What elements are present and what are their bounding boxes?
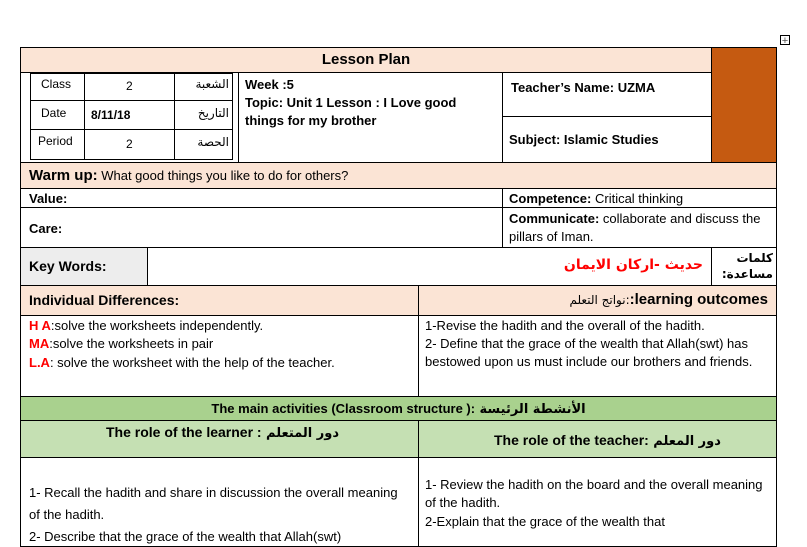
- class-ar-label: الشعبة: [195, 77, 229, 91]
- value-label: Value:: [29, 191, 68, 206]
- warmup-row: [20, 162, 777, 189]
- main-activities-ar: الأنشطة الرئيسة: [479, 402, 586, 417]
- teacher-name: Teacher’s Name: UZMA: [511, 80, 656, 95]
- difference-item-ma: [29, 335, 410, 353]
- outcomes-body: [418, 315, 777, 397]
- competence-cell: [502, 188, 777, 208]
- class-label: Class: [41, 77, 72, 91]
- difference-tag: H A: [29, 318, 51, 333]
- date-value: 8/11/18: [91, 108, 131, 122]
- main-activities-row: [20, 396, 777, 421]
- outcomes-header: [418, 285, 777, 316]
- outcomes-en-label: :learning outcomes: [629, 291, 768, 308]
- title-cell: [20, 47, 712, 73]
- communicate-label: Communicate:: [509, 211, 600, 226]
- date-ar-label: التاريخ: [197, 106, 229, 120]
- table-move-handle-icon[interactable]: +: [781, 35, 789, 47]
- teacher-role-heading: The role of the teacher:: [494, 432, 649, 448]
- week-label: Week :5: [245, 77, 294, 92]
- communicate-cell: [502, 207, 777, 248]
- week-topic-cell: [238, 72, 503, 163]
- period-value: 2: [126, 137, 133, 151]
- keywords-label-cell: [20, 247, 148, 286]
- competence-label: Competence:: [509, 191, 592, 206]
- main-activities-label: The main activities (Classroom structure ):: [211, 401, 476, 416]
- difference-tag: L.A: [29, 355, 50, 370]
- teacher-role-item: 1- Review the hadith on the board and the overall meaning of the hadith.: [425, 477, 763, 510]
- value-cell: [20, 188, 503, 208]
- teacher-role-heading-ar: دور المعلم: [653, 434, 721, 449]
- subject-cell: [502, 116, 712, 163]
- differences-body: [20, 315, 419, 397]
- competence-text: Critical thinking: [591, 191, 684, 206]
- class-value: 2: [126, 79, 133, 93]
- keywords-ar-label: كلمات مساعدة:: [721, 251, 773, 281]
- corner-color-block: [711, 47, 777, 163]
- difference-item-ha: [29, 317, 410, 335]
- learner-item: 2- Describe that the grace of the wealth that Allah(swt): [29, 529, 342, 544]
- communicate-text: collaborate and discuss the pillars of Iman.: [509, 211, 761, 244]
- learner-item: 1- Recall the hadith and share in discussion the overall meaning of the hadith.: [29, 485, 398, 522]
- care-label: Care:: [29, 221, 63, 236]
- differences-header: [20, 285, 419, 316]
- page-title: Lesson Plan: [321, 51, 411, 68]
- difference-tag: MA: [29, 336, 50, 351]
- date-label: Date: [41, 106, 67, 120]
- keywords-value: حديث -اركان الايمان: [563, 257, 703, 273]
- learner-heading-ar: دور المتعلم: [266, 426, 340, 441]
- info-table: [30, 73, 233, 160]
- difference-text: : solve the worksheet with the help of the teacher.: [49, 355, 335, 370]
- difference-item-la: [29, 354, 410, 372]
- care-cell: [20, 207, 503, 248]
- learner-header: [20, 420, 419, 458]
- topic-label: Topic: Unit 1 Lesson : I Love good things for my brother: [245, 95, 457, 128]
- outcome-item: 1-Revise the hadith and the overall of the hadith.: [425, 318, 705, 333]
- keywords-label: Key Words:: [29, 258, 107, 274]
- differences-label: Individual Differences:: [29, 292, 180, 308]
- teacher-role-body: [418, 457, 777, 547]
- learner-body: [20, 457, 419, 547]
- warmup-text: What good things you like to do for others?: [97, 168, 349, 183]
- teacher-role-header: [418, 420, 777, 458]
- period-label: Period: [38, 134, 73, 148]
- keywords-ar-cell: [711, 247, 777, 286]
- outcomes-ar-label: نواتج التعلم:: [569, 293, 630, 307]
- warmup-label: Warm up:: [29, 167, 98, 184]
- outcome-item: 2- Define that the grace of the wealth that Allah(swt) has bestowed upon us must include our brothers and friends.: [425, 336, 753, 369]
- subject-name: Subject: Islamic Studies: [509, 132, 659, 147]
- difference-text: :solve the worksheets independently.: [50, 318, 264, 333]
- learner-heading: The role of the learner :: [106, 424, 262, 440]
- teacher-cell: [502, 72, 712, 117]
- teacher-role-item: 2-Explain that the grace of the wealth that: [425, 514, 665, 529]
- difference-text: :solve the worksheets in pair: [49, 336, 214, 351]
- period-ar-label: الحصة: [197, 135, 229, 149]
- keywords-value-cell: [147, 247, 712, 286]
